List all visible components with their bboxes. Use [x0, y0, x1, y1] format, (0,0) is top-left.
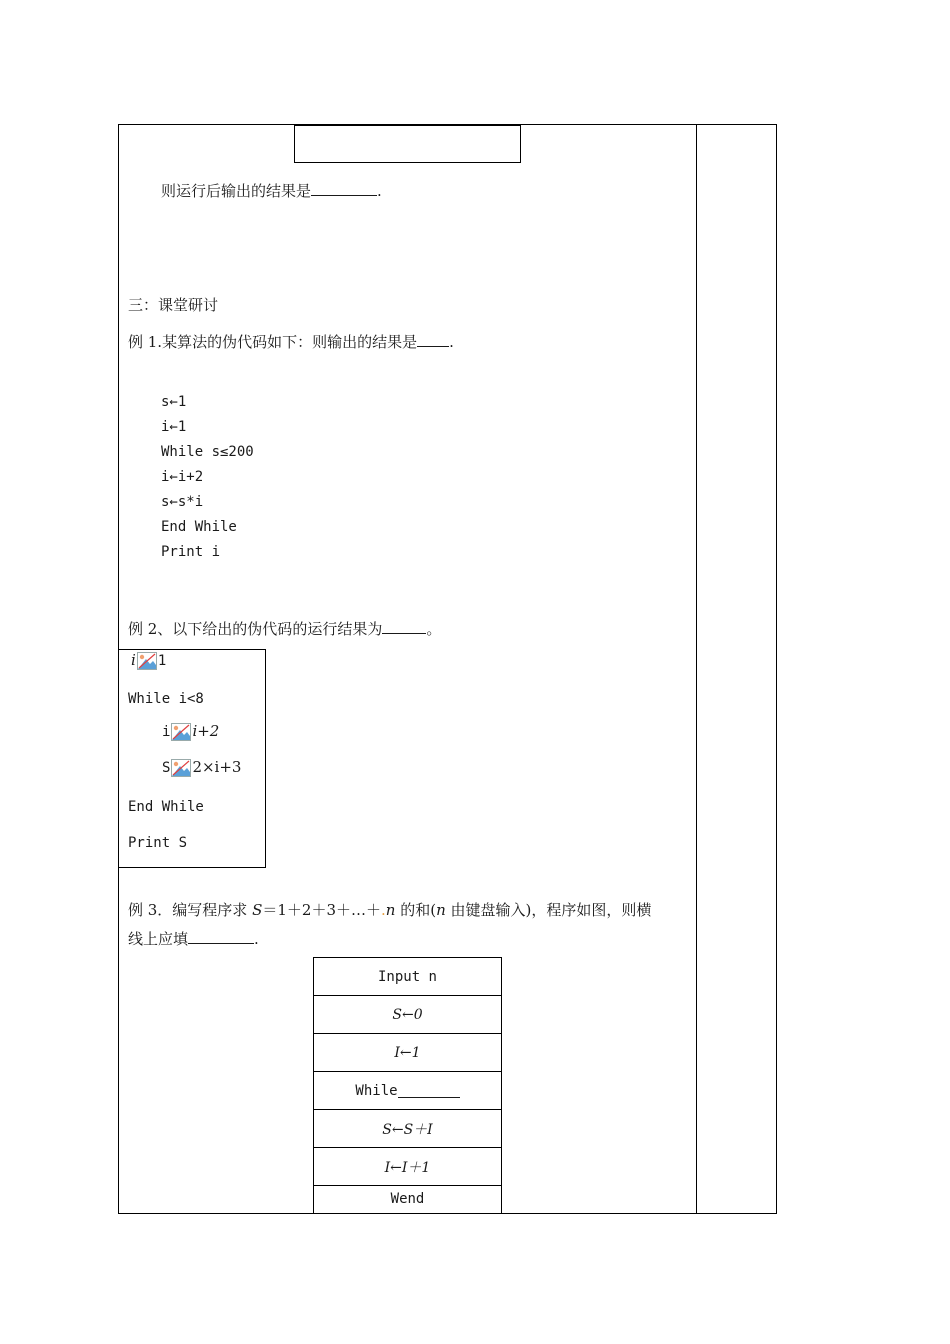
example-2-prompt: 例 2、以下给出的伪代码的运行结果为 。: [128, 620, 442, 638]
code-line: i←i+2: [161, 469, 204, 485]
answer-blank: [188, 929, 254, 944]
ex2-line-3: i i+2: [162, 722, 220, 740]
answer-blank: [398, 1083, 460, 1098]
ex2-line-2: While i<8: [128, 691, 204, 707]
program-row: Wend: [390, 1190, 425, 1207]
broken-image-icon: [171, 723, 191, 741]
program-row: S←S＋I: [314, 1110, 501, 1148]
code-line: While s≤200: [161, 444, 254, 460]
example-3-prompt-line-2: 线上应填 .: [128, 930, 259, 948]
code-line: i←1: [161, 419, 187, 435]
broken-image-icon: [137, 652, 157, 670]
example-1-prompt: 例 1.某算法的伪代码如下：则输出的结果是 .: [128, 333, 454, 351]
example-3-prompt-line-1: 例 3．编写程序求 S＝1＋2＋3＋…＋.n 的和(n 由键盘输入)，程序如图，则横: [128, 901, 652, 919]
program-row: S←0: [314, 996, 501, 1034]
code-line: Print i: [161, 544, 221, 560]
ex2-line-1: i 1: [131, 651, 167, 669]
ex2-line-4: S 2×i+3: [162, 758, 242, 776]
example-3-program-table: [313, 957, 502, 1214]
answer-blank: [382, 619, 426, 634]
program-row: Input n: [314, 958, 501, 996]
program-row: I←1: [314, 1034, 501, 1072]
top-answer-line: 则运行后输出的结果是 .: [161, 182, 382, 200]
program-row: While: [314, 1072, 501, 1110]
top-program-box: [294, 125, 521, 163]
answer-blank: [417, 332, 449, 347]
broken-image-icon: [171, 759, 191, 777]
answer-blank: [311, 181, 377, 196]
code-line: s←s*i: [161, 494, 204, 510]
ex2-line-5: End While: [128, 799, 204, 815]
program-row: I←I＋1: [314, 1148, 501, 1186]
column-divider: [696, 124, 697, 1214]
code-line: End While: [161, 519, 237, 535]
ex2-line-6: Print S: [128, 835, 188, 851]
code-line: s←1: [161, 394, 187, 410]
section-title: 三：课堂研讨: [128, 296, 219, 314]
